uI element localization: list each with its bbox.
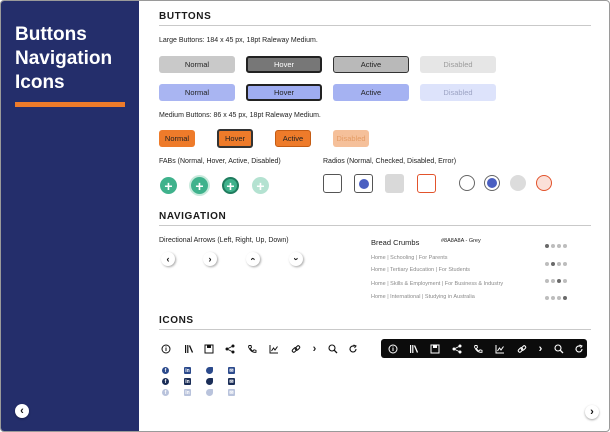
chevron-down-icon: › bbox=[291, 257, 301, 261]
link-icon[interactable] bbox=[290, 343, 301, 354]
chevron-up-icon: ‹ bbox=[248, 257, 258, 261]
fab-disabled-button bbox=[252, 177, 269, 194]
breadcrumb[interactable]: Home | International | Studying in Australia bbox=[371, 294, 475, 300]
mail-icon[interactable]: ✉ bbox=[229, 367, 234, 374]
linkedin-icon[interactable]: in bbox=[185, 378, 190, 385]
fab-hover-button[interactable] bbox=[191, 177, 208, 194]
icons-heading: ICONS bbox=[159, 315, 194, 326]
buttons-heading: BUTTONS bbox=[159, 11, 212, 22]
large-grey-normal-button[interactable]: Normal bbox=[159, 56, 235, 73]
large-grey-disabled-button: Disabled bbox=[420, 56, 496, 73]
mail-icon: ✉ bbox=[229, 389, 234, 396]
large-blue-disabled-button: Disabled bbox=[420, 84, 496, 101]
chevron-right-icon[interactable]: › bbox=[538, 342, 543, 355]
next-page-button[interactable] bbox=[585, 405, 599, 419]
refresh-icon[interactable] bbox=[573, 343, 584, 354]
breadcrumbs-label: Bread Crumbs bbox=[371, 238, 420, 247]
divider bbox=[159, 25, 591, 26]
save-icon[interactable] bbox=[203, 343, 214, 354]
radio-circle-error[interactable] bbox=[536, 175, 552, 191]
search-icon[interactable] bbox=[553, 343, 564, 354]
chevron-left-icon: ‹ bbox=[166, 254, 170, 264]
divider bbox=[159, 225, 591, 226]
fab-active-button[interactable] bbox=[222, 177, 239, 194]
facebook-icon[interactable]: f bbox=[162, 367, 169, 374]
plus-icon: + bbox=[164, 177, 173, 194]
radio-dot bbox=[359, 179, 369, 189]
info-icon[interactable] bbox=[160, 343, 171, 354]
title-line-1: Buttons bbox=[15, 24, 87, 45]
twitter-icon[interactable] bbox=[206, 367, 213, 374]
breadcrumb[interactable]: Home | Skills & Employment | For Business & Industry bbox=[371, 281, 504, 287]
mail-icon[interactable]: ✉ bbox=[229, 378, 234, 385]
plus-icon: + bbox=[195, 177, 204, 194]
title-underline bbox=[15, 102, 125, 107]
share-icon[interactable] bbox=[451, 343, 462, 354]
facebook-icon: f bbox=[162, 389, 169, 396]
large-blue-hover-button[interactable]: Hover bbox=[246, 84, 322, 101]
radio-dot bbox=[487, 178, 497, 188]
medium-disabled-button: Disabled bbox=[333, 130, 369, 147]
chart-icon[interactable] bbox=[268, 343, 279, 354]
title-line-3: Icons bbox=[15, 72, 65, 93]
grey-color-note: #8A8A8A - Grey bbox=[441, 238, 481, 244]
share-icon[interactable] bbox=[224, 343, 235, 354]
radio-square-disabled bbox=[385, 174, 404, 193]
phone-icon[interactable] bbox=[472, 343, 483, 354]
page-title bbox=[15, 23, 135, 95]
plus-icon: + bbox=[256, 177, 265, 194]
main-content bbox=[139, 1, 610, 432]
radios-label: Radios (Normal, Checked, Disabled, Error) bbox=[323, 158, 457, 165]
refresh-icon[interactable] bbox=[347, 343, 358, 354]
title-line-2: Navigation bbox=[15, 48, 113, 69]
radio-circle-normal[interactable] bbox=[459, 175, 475, 191]
arrow-up-button[interactable] bbox=[246, 252, 260, 266]
info-icon[interactable] bbox=[387, 343, 398, 354]
radio-circle-checked[interactable] bbox=[484, 175, 500, 191]
linkedin-icon: in bbox=[185, 389, 190, 396]
divider bbox=[159, 329, 591, 330]
library-icon[interactable] bbox=[183, 343, 194, 354]
twitter-icon[interactable] bbox=[206, 378, 213, 385]
breadcrumb[interactable]: Home | Schooling | For Parents bbox=[371, 255, 448, 261]
plus-icon: + bbox=[226, 177, 235, 194]
phone-icon[interactable] bbox=[246, 343, 257, 354]
chevron-left-icon: ‹ bbox=[20, 405, 24, 417]
pagination-dots[interactable] bbox=[545, 296, 567, 300]
radio-square-normal[interactable] bbox=[323, 174, 342, 193]
fab-normal-button[interactable] bbox=[160, 177, 177, 194]
pagination-dots[interactable] bbox=[545, 279, 567, 283]
pagination-dots[interactable] bbox=[545, 244, 567, 248]
sidebar bbox=[1, 1, 139, 432]
chevron-right-icon: › bbox=[590, 406, 594, 418]
radio-square-error[interactable] bbox=[417, 174, 436, 193]
arrow-left-button[interactable] bbox=[161, 252, 175, 266]
save-icon[interactable] bbox=[429, 343, 440, 354]
medium-buttons-label: Medium Buttons: 86 x 45 px, 18pt Raleway Medium. bbox=[159, 112, 321, 119]
prev-page-button[interactable] bbox=[15, 404, 29, 418]
library-icon[interactable] bbox=[408, 343, 419, 354]
search-icon[interactable] bbox=[327, 343, 338, 354]
large-blue-normal-button[interactable]: Normal bbox=[159, 84, 235, 101]
large-buttons-label: Large Buttons: 184 x 45 px, 18pt Raleway Medium. bbox=[159, 37, 318, 44]
navigation-heading: NAVIGATION bbox=[159, 211, 227, 222]
arrows-label: Directional Arrows (Left, Right, Up, Down) bbox=[159, 237, 289, 244]
chart-icon[interactable] bbox=[494, 343, 505, 354]
twitter-icon bbox=[206, 389, 213, 396]
pagination-dots[interactable] bbox=[545, 262, 567, 266]
facebook-icon[interactable]: f bbox=[162, 378, 169, 385]
radio-square-checked[interactable] bbox=[354, 174, 373, 193]
large-grey-active-button[interactable]: Active bbox=[333, 56, 409, 73]
arrow-right-button[interactable] bbox=[203, 252, 217, 266]
linkedin-icon[interactable]: in bbox=[185, 367, 190, 374]
medium-hover-button[interactable]: Hover bbox=[217, 129, 253, 148]
chevron-right-icon: › bbox=[208, 254, 212, 264]
medium-normal-button[interactable]: Normal bbox=[159, 130, 195, 147]
fabs-label: FABs (Normal, Hover, Active, Disabled) bbox=[159, 158, 281, 165]
chevron-right-icon[interactable]: › bbox=[312, 342, 317, 355]
large-blue-active-button[interactable]: Active bbox=[333, 84, 409, 101]
medium-active-button[interactable]: Active bbox=[275, 130, 311, 147]
link-icon[interactable] bbox=[516, 343, 527, 354]
radio-circle-disabled bbox=[510, 175, 526, 191]
dark-icon-bar bbox=[381, 339, 587, 358]
large-grey-hover-button[interactable]: Hover bbox=[246, 56, 322, 73]
arrow-down-button[interactable] bbox=[289, 252, 303, 266]
breadcrumb[interactable]: Home | Tertiary Education | For Students bbox=[371, 267, 471, 273]
